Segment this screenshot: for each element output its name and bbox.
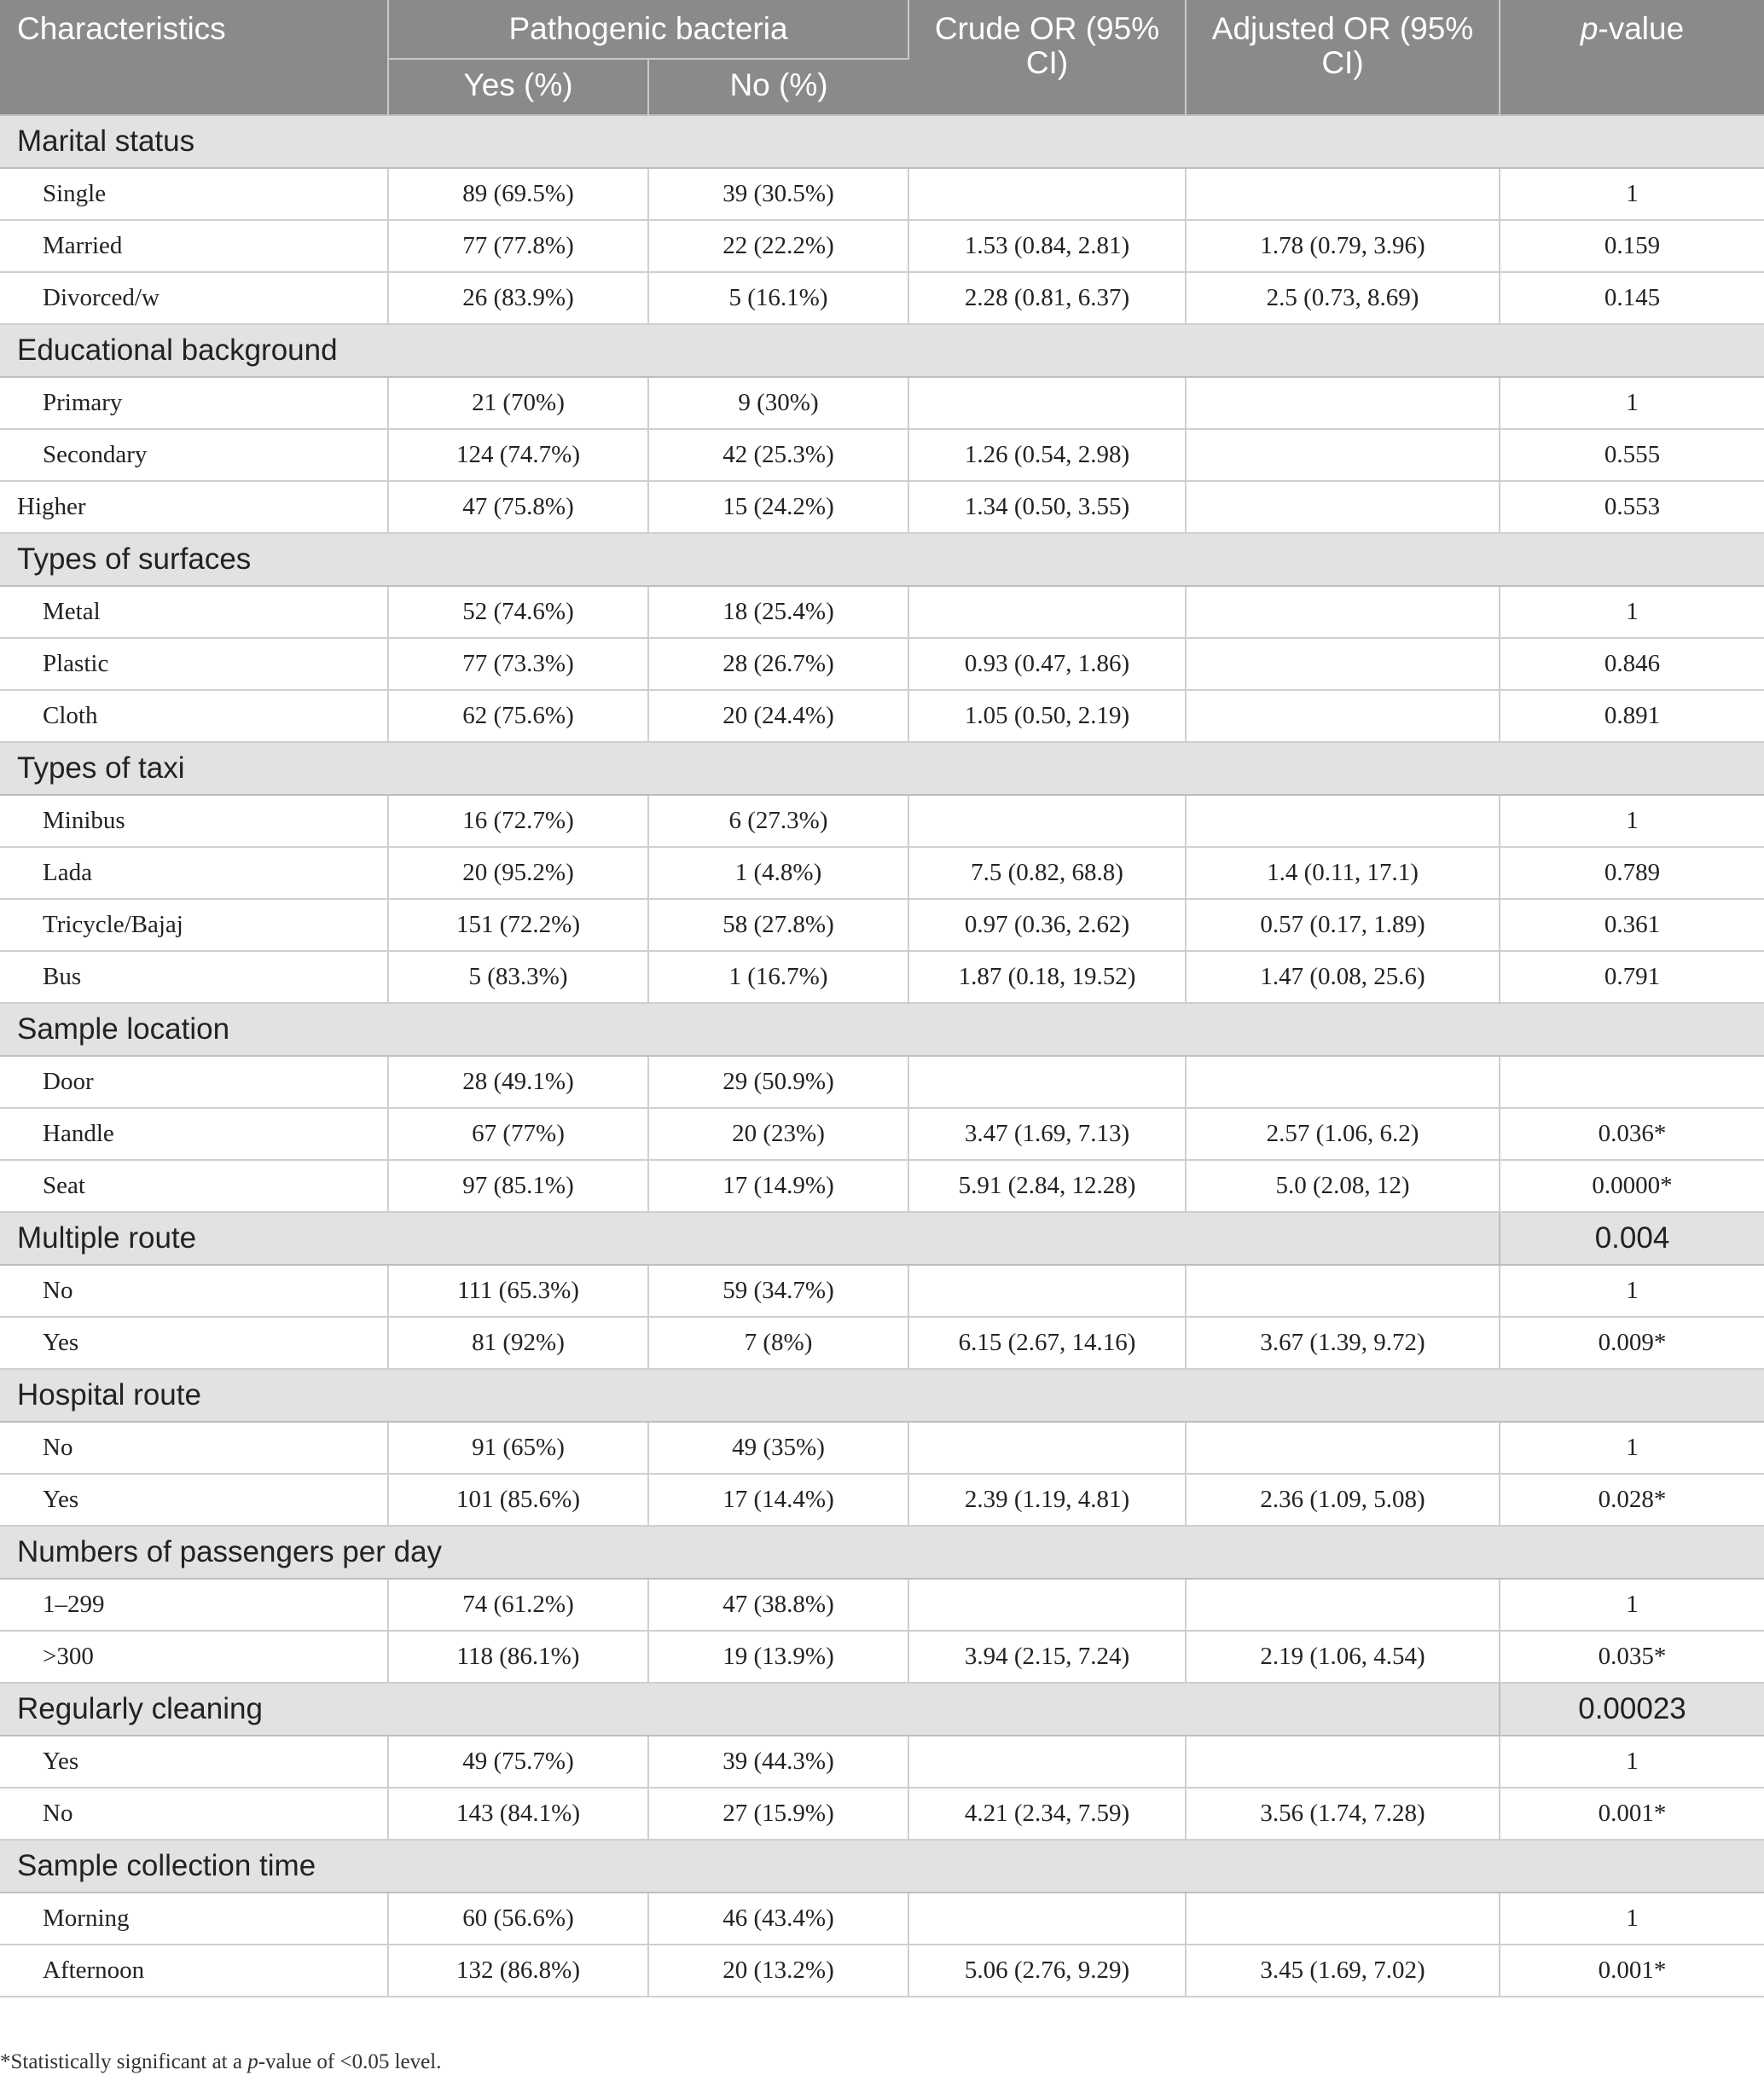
table-row: [0, 1893, 1764, 1945]
cell-label: >300: [0, 1631, 388, 1683]
cell-crude-or: [908, 1736, 1186, 1788]
group-header-row: [0, 324, 1764, 377]
cell-adjusted-or: [1186, 168, 1500, 220]
cell-p-value: 0.361: [1500, 899, 1764, 951]
cell-adjusted-or: 2.36 (1.09, 5.08): [1186, 1474, 1500, 1526]
table-header: [0, 0, 1764, 115]
cell-adjusted-or: 2.19 (1.06, 4.54): [1186, 1631, 1500, 1683]
cell-yes: 21 (70%): [388, 377, 648, 429]
header-yes: Yes (%): [388, 59, 648, 115]
group-p-value: 0.00023: [1500, 1683, 1764, 1736]
cell-yes: 5 (83.3%): [388, 951, 648, 1003]
cell-label: Cloth: [0, 690, 388, 742]
group-title: Types of surfaces: [0, 533, 1764, 586]
cell-p-value: 1: [1500, 795, 1764, 847]
table-row: [0, 899, 1764, 951]
cell-adjusted-or: 3.45 (1.69, 7.02): [1186, 1945, 1500, 1997]
cell-yes: 49 (75.7%): [388, 1736, 648, 1788]
cell-no: 59 (34.7%): [648, 1265, 908, 1317]
cell-label: Married: [0, 220, 388, 272]
header-pathogenic-bacteria: Pathogenic bacteria: [388, 0, 908, 59]
cell-label: Handle: [0, 1108, 388, 1160]
cell-no: 9 (30%): [648, 377, 908, 429]
cell-p-value: 0.789: [1500, 847, 1764, 899]
cell-adjusted-or: [1186, 429, 1500, 481]
cell-crude-or: 1.34 (0.50, 3.55): [908, 481, 1186, 533]
cell-label: Door: [0, 1056, 388, 1108]
cell-adjusted-or: [1186, 1265, 1500, 1317]
group-title: Marital status: [0, 115, 1764, 168]
cell-crude-or: 2.39 (1.19, 4.81): [908, 1474, 1186, 1526]
cell-crude-or: [908, 1893, 1186, 1945]
table-row: [0, 1579, 1764, 1631]
table-row: [0, 1736, 1764, 1788]
cell-label: Secondary: [0, 429, 388, 481]
table-row: [0, 1056, 1764, 1108]
cell-p-value: 0.0000*: [1500, 1160, 1764, 1212]
cell-yes: 26 (83.9%): [388, 272, 648, 324]
cell-label: Divorced/w: [0, 272, 388, 324]
cell-adjusted-or: [1186, 690, 1500, 742]
footnote: [0, 2050, 441, 2074]
cell-no: 46 (43.4%): [648, 1893, 908, 1945]
cell-yes: 52 (74.6%): [388, 586, 648, 638]
cell-no: 27 (15.9%): [648, 1788, 908, 1840]
cell-adjusted-or: [1186, 638, 1500, 690]
cell-p-value: 1: [1500, 1422, 1764, 1474]
footnote-p: p: [247, 2050, 258, 2073]
cell-crude-or: [908, 1422, 1186, 1474]
cell-no: 18 (25.4%): [648, 586, 908, 638]
cell-label: Yes: [0, 1736, 388, 1788]
table-row: [0, 1788, 1764, 1840]
cell-no: 17 (14.4%): [648, 1474, 908, 1526]
cell-yes: 118 (86.1%): [388, 1631, 648, 1683]
header-p-italic: p: [1580, 11, 1599, 46]
cell-no: 20 (13.2%): [648, 1945, 908, 1997]
table-row: [0, 1945, 1764, 1997]
cell-no: 28 (26.7%): [648, 638, 908, 690]
cell-crude-or: [908, 586, 1186, 638]
cell-label: Seat: [0, 1160, 388, 1212]
table-row: [0, 1317, 1764, 1369]
cell-p-value: 1: [1500, 1265, 1764, 1317]
cell-yes: 20 (95.2%): [388, 847, 648, 899]
cell-label: Yes: [0, 1317, 388, 1369]
cell-yes: 16 (72.7%): [388, 795, 648, 847]
cell-crude-or: [908, 377, 1186, 429]
header-p-value: [1500, 0, 1764, 115]
cell-label: Higher: [0, 481, 388, 533]
cell-p-value: 0.028*: [1500, 1474, 1764, 1526]
group-header-row: [0, 1212, 1764, 1265]
cell-p-value: 0.159: [1500, 220, 1764, 272]
cell-no: 39 (44.3%): [648, 1736, 908, 1788]
cell-p-value: 0.891: [1500, 690, 1764, 742]
header-adjusted-or: Adjusted OR (95% CI): [1186, 0, 1500, 115]
cell-yes: 97 (85.1%): [388, 1160, 648, 1212]
group-header-row: [0, 742, 1764, 795]
cell-yes: 77 (77.8%): [388, 220, 648, 272]
cell-crude-or: [908, 795, 1186, 847]
cell-label: No: [0, 1265, 388, 1317]
cell-no: 20 (23%): [648, 1108, 908, 1160]
table-row: [0, 638, 1764, 690]
cell-crude-or: 1.26 (0.54, 2.98): [908, 429, 1186, 481]
cell-yes: 132 (86.8%): [388, 1945, 648, 1997]
cell-p-value: 0.145: [1500, 272, 1764, 324]
cell-crude-or: 0.93 (0.47, 1.86): [908, 638, 1186, 690]
header-crude-or: Crude OR (95% CI): [908, 0, 1186, 115]
cell-yes: 67 (77%): [388, 1108, 648, 1160]
table-row: [0, 272, 1764, 324]
table-row: [0, 1474, 1764, 1526]
cell-yes: 60 (56.6%): [388, 1893, 648, 1945]
cell-crude-or: 5.91 (2.84, 12.28): [908, 1160, 1186, 1212]
cell-label: Primary: [0, 377, 388, 429]
cell-p-value: 0.036*: [1500, 1108, 1764, 1160]
cell-crude-or: 2.28 (0.81, 6.37): [908, 272, 1186, 324]
cell-no: 15 (24.2%): [648, 481, 908, 533]
cell-no: 7 (8%): [648, 1317, 908, 1369]
cell-crude-or: 3.47 (1.69, 7.13): [908, 1108, 1186, 1160]
table-row: [0, 690, 1764, 742]
cell-crude-or: 0.97 (0.36, 2.62): [908, 899, 1186, 951]
cell-p-value: 0.553: [1500, 481, 1764, 533]
cell-no: 47 (38.8%): [648, 1579, 908, 1631]
cell-adjusted-or: 2.5 (0.73, 8.69): [1186, 272, 1500, 324]
cell-no: 22 (22.2%): [648, 220, 908, 272]
table-row: [0, 1265, 1764, 1317]
cell-p-value: 0.001*: [1500, 1945, 1764, 1997]
cell-yes: 143 (84.1%): [388, 1788, 648, 1840]
group-p-value: 0.004: [1500, 1212, 1764, 1265]
cell-yes: 77 (73.3%): [388, 638, 648, 690]
footnote-pre: *Statistically significant at a: [0, 2050, 248, 2073]
cell-p-value: 0.555: [1500, 429, 1764, 481]
cell-label: Lada: [0, 847, 388, 899]
cell-adjusted-or: 1.4 (0.11, 17.1): [1186, 847, 1500, 899]
cell-crude-or: [908, 1056, 1186, 1108]
table-body: [0, 115, 1764, 1997]
cell-label: Morning: [0, 1893, 388, 1945]
cell-label: No: [0, 1788, 388, 1840]
header-characteristics: Characteristics: [0, 0, 388, 115]
cell-adjusted-or: [1186, 1579, 1500, 1631]
table-row: [0, 481, 1764, 533]
cell-no: 39 (30.5%): [648, 168, 908, 220]
cell-p-value: 0.001*: [1500, 1788, 1764, 1840]
cell-no: 17 (14.9%): [648, 1160, 908, 1212]
cell-yes: 124 (74.7%): [388, 429, 648, 481]
cell-yes: 28 (49.1%): [388, 1056, 648, 1108]
cell-label: Tricycle/Bajaj: [0, 899, 388, 951]
cell-yes: 89 (69.5%): [388, 168, 648, 220]
cell-label: Minibus: [0, 795, 388, 847]
cell-label: Metal: [0, 586, 388, 638]
group-header-row: [0, 1369, 1764, 1422]
table-row: [0, 1422, 1764, 1474]
cell-yes: 111 (65.3%): [388, 1265, 648, 1317]
cell-adjusted-or: 2.57 (1.06, 6.2): [1186, 1108, 1500, 1160]
cell-label: No: [0, 1422, 388, 1474]
cell-crude-or: 4.21 (2.34, 7.59): [908, 1788, 1186, 1840]
cell-adjusted-or: [1186, 1893, 1500, 1945]
cell-p-value: 1: [1500, 1736, 1764, 1788]
table-row: [0, 1108, 1764, 1160]
cell-crude-or: [908, 1265, 1186, 1317]
cell-p-value: 1: [1500, 1579, 1764, 1631]
group-title: Educational background: [0, 324, 1764, 377]
cell-p-value: 1: [1500, 377, 1764, 429]
cell-adjusted-or: 3.56 (1.74, 7.28): [1186, 1788, 1500, 1840]
group-title: Sample location: [0, 1003, 1764, 1056]
cell-no: 1 (16.7%): [648, 951, 908, 1003]
cell-crude-or: 1.53 (0.84, 2.81): [908, 220, 1186, 272]
cell-crude-or: [908, 168, 1186, 220]
cell-adjusted-or: 3.67 (1.39, 9.72): [1186, 1317, 1500, 1369]
cell-yes: 151 (72.2%): [388, 899, 648, 951]
cell-crude-or: 6.15 (2.67, 14.16): [908, 1317, 1186, 1369]
cell-p-value: 1: [1500, 586, 1764, 638]
cell-adjusted-or: [1186, 586, 1500, 638]
cell-no: 6 (27.3%): [648, 795, 908, 847]
cell-no: 5 (16.1%): [648, 272, 908, 324]
table-row: [0, 586, 1764, 638]
group-header-row: [0, 1003, 1764, 1056]
cell-no: 29 (50.9%): [648, 1056, 908, 1108]
cell-adjusted-or: 0.57 (0.17, 1.89): [1186, 899, 1500, 951]
header-no: No (%): [648, 59, 908, 115]
cell-crude-or: 1.87 (0.18, 19.52): [908, 951, 1186, 1003]
table-row: [0, 951, 1764, 1003]
cell-crude-or: [908, 1579, 1186, 1631]
cell-yes: 81 (92%): [388, 1317, 648, 1369]
table-row: [0, 220, 1764, 272]
group-header-row: [0, 1840, 1764, 1893]
cell-adjusted-or: [1186, 1056, 1500, 1108]
group-title: Hospital route: [0, 1369, 1764, 1422]
cell-yes: 74 (61.2%): [388, 1579, 648, 1631]
cell-adjusted-or: 1.78 (0.79, 3.96): [1186, 220, 1500, 272]
cell-adjusted-or: 1.47 (0.08, 25.6): [1186, 951, 1500, 1003]
cell-label: Bus: [0, 951, 388, 1003]
cell-yes: 62 (75.6%): [388, 690, 648, 742]
table-row: [0, 377, 1764, 429]
group-header-row: [0, 1683, 1764, 1736]
cell-label: Plastic: [0, 638, 388, 690]
header-p-rest: -value: [1598, 11, 1685, 46]
cell-label: Afternoon: [0, 1945, 388, 1997]
table-row: [0, 429, 1764, 481]
group-header-row: [0, 1526, 1764, 1579]
cell-crude-or: 3.94 (2.15, 7.24): [908, 1631, 1186, 1683]
group-title: Sample collection time: [0, 1840, 1764, 1893]
cell-label: 1–299: [0, 1579, 388, 1631]
group-title: Multiple route: [0, 1212, 1500, 1265]
cell-adjusted-or: [1186, 481, 1500, 533]
cell-p-value: 1: [1500, 168, 1764, 220]
cell-no: 20 (24.4%): [648, 690, 908, 742]
cell-p-value: 0.846: [1500, 638, 1764, 690]
cell-no: 58 (27.8%): [648, 899, 908, 951]
cell-adjusted-or: [1186, 1422, 1500, 1474]
cell-adjusted-or: 5.0 (2.08, 12): [1186, 1160, 1500, 1212]
cell-adjusted-or: [1186, 1736, 1500, 1788]
group-header-row: [0, 115, 1764, 168]
cell-crude-or: 5.06 (2.76, 9.29): [908, 1945, 1186, 1997]
cell-adjusted-or: [1186, 377, 1500, 429]
cell-yes: 47 (75.8%): [388, 481, 648, 533]
table-row: [0, 847, 1764, 899]
table-row: [0, 1160, 1764, 1212]
footnote-post: -value of <0.05 level.: [258, 2050, 442, 2073]
cell-p-value: [1500, 1056, 1764, 1108]
table-row: [0, 795, 1764, 847]
table-row: [0, 168, 1764, 220]
table-row: [0, 1631, 1764, 1683]
cell-label: Yes: [0, 1474, 388, 1526]
cell-no: 49 (35%): [648, 1422, 908, 1474]
cell-yes: 91 (65%): [388, 1422, 648, 1474]
cell-no: 42 (25.3%): [648, 429, 908, 481]
cell-label: Single: [0, 168, 388, 220]
cell-p-value: 0.791: [1500, 951, 1764, 1003]
cell-no: 19 (13.9%): [648, 1631, 908, 1683]
group-title: Regularly cleaning: [0, 1683, 1500, 1736]
cell-crude-or: 7.5 (0.82, 68.8): [908, 847, 1186, 899]
cell-p-value: 0.035*: [1500, 1631, 1764, 1683]
group-header-row: [0, 533, 1764, 586]
group-title: Types of taxi: [0, 742, 1764, 795]
cell-adjusted-or: [1186, 795, 1500, 847]
cell-crude-or: 1.05 (0.50, 2.19): [908, 690, 1186, 742]
cell-no: 1 (4.8%): [648, 847, 908, 899]
cell-yes: 101 (85.6%): [388, 1474, 648, 1526]
group-title: Numbers of passengers per day: [0, 1526, 1764, 1579]
cell-p-value: 1: [1500, 1893, 1764, 1945]
cell-p-value: 0.009*: [1500, 1317, 1764, 1369]
